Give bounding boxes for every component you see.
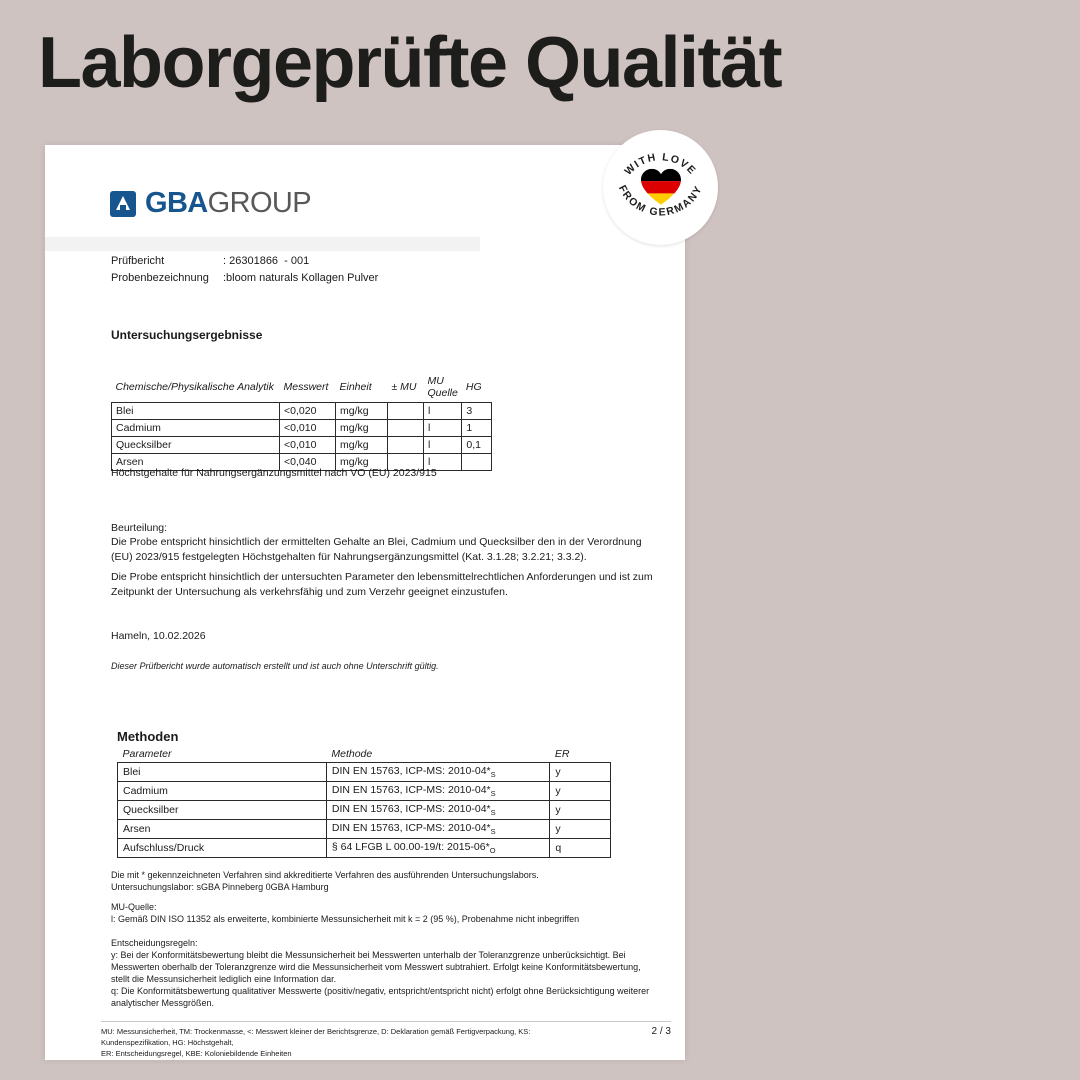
accreditation-line-2: Untersuchungslabor: sGBA Pinneberg 0GBA Hamburg <box>111 882 329 892</box>
cell-mu <box>388 437 424 454</box>
logo-suffix: GROUP <box>207 187 311 219</box>
gba-group-logo <box>110 187 311 220</box>
col-er: ER <box>550 745 611 763</box>
table-row <box>112 437 492 454</box>
table-row <box>118 839 611 858</box>
footer-legend-line-1: MU: Messunsicherheit, TM: Trockenmasse, <: Messwert kleiner der Berichtsgrenze, D: Deklaration gemäß Fertigverpackung, KS: Kundenspezifikation, HG: Höchstgehalt, <box>101 1027 531 1047</box>
col-analyte: Chemische/Physikalische Analytik <box>112 373 280 403</box>
cell-quelle: l <box>424 454 462 471</box>
mu-source-note <box>111 901 656 925</box>
accreditation-line-1: Die mit * gekennzeichneten Verfahren sind akkreditierte Verfahren des ausführenden Untersuchungslabors. <box>111 870 539 880</box>
method-text: DIN EN 15763, ICP-MS: 2010-04* <box>331 822 491 835</box>
cell-hg: 3 <box>462 403 492 420</box>
methods-heading: Methoden <box>117 729 179 744</box>
table-row <box>112 403 492 420</box>
cell-einheit: mg/kg <box>336 437 388 454</box>
table-row <box>112 420 492 437</box>
svg-text:WITH LOVE: WITH LOVE <box>622 151 699 178</box>
cell-einheit: mg/kg <box>336 403 388 420</box>
method-lab-marker: O <box>489 846 496 856</box>
cell-analyte: Quecksilber <box>112 437 280 454</box>
method-lab-marker: S <box>490 789 496 799</box>
col-einheit: Einheit <box>336 373 388 403</box>
accreditation-note <box>111 869 656 893</box>
mu-text: l: Gemäß DIN ISO 11352 als erweiterte, kombinierte Messunsicherheit mit k = 2 (95 %), Probenahme nicht inbegriffen <box>111 914 580 924</box>
with-love-from-germany-badge <box>603 130 718 245</box>
table-row <box>118 820 611 839</box>
cell-parameter: Blei <box>118 763 327 782</box>
col-mu: ± MU <box>388 373 424 403</box>
header-grey-band <box>45 237 685 251</box>
method-text: § 64 LFGB L 00.00-19/t: 2015-06* <box>331 841 490 854</box>
meta-row <box>111 253 378 270</box>
cell-er: y <box>550 820 611 839</box>
cell-quelle: l <box>424 437 462 454</box>
results-heading: Untersuchungsergebnisse <box>111 328 263 342</box>
cell-mu <box>388 420 424 437</box>
cell-einheit: mg/kg <box>336 420 388 437</box>
col-messwert: Messwert <box>280 373 336 403</box>
cell-messwert: <0,010 <box>280 420 336 437</box>
cell-einheit: mg/kg <box>336 454 388 471</box>
cell-methode <box>326 763 550 782</box>
results-table <box>111 373 492 471</box>
page-footer <box>101 1021 671 1059</box>
meta-value-sample: :bloom naturals Kollagen Pulver <box>223 272 379 284</box>
cell-methode <box>326 782 550 801</box>
german-flag-heart-icon <box>641 168 681 205</box>
logo-text <box>145 187 311 220</box>
cell-mu <box>388 403 424 420</box>
cell-er: q <box>550 839 611 858</box>
meta-row <box>111 270 378 287</box>
page-number: 2 / 3 <box>651 1026 671 1037</box>
rules-q: q: Die Konformitätsbewertung qualitativer Messwerte (positiv/negativ, entspricht/entspricht nicht) erfolgt ohne Berücksichtigung weiterer analytischer Messgrößen. <box>111 986 650 1008</box>
meta-label-report: Prüfbericht <box>111 255 165 267</box>
method-lab-marker: S <box>490 770 496 780</box>
logo-brand: GBA <box>145 187 208 219</box>
mu-label: MU-Quelle: <box>111 902 157 912</box>
col-methode: Methode <box>326 745 550 763</box>
cell-analyte: Arsen <box>112 454 280 471</box>
meta-label-sample: Probenbezeichnung <box>111 272 209 284</box>
rules-label: Entscheidungsregeln: <box>111 938 198 948</box>
cell-methode <box>326 839 550 858</box>
cell-parameter: Quecksilber <box>118 801 327 820</box>
cell-messwert: <0,010 <box>280 437 336 454</box>
col-parameter: Parameter <box>118 745 327 763</box>
cell-parameter: Arsen <box>118 820 327 839</box>
assessment-label: Beurteilung: <box>111 522 168 534</box>
cell-analyte: Blei <box>112 403 280 420</box>
method-lab-marker: S <box>490 808 496 818</box>
cell-methode <box>326 801 550 820</box>
lab-report-document <box>45 145 685 1060</box>
place-and-date: Hameln, 10.02.2026 <box>111 630 206 642</box>
cell-analyte: Cadmium <box>112 420 280 437</box>
cell-quelle: l <box>424 403 462 420</box>
results-note: Höchstgehalte für Nahrungsergänzungsmittel nach VO (EU) 2023/915 <box>111 467 437 479</box>
report-meta <box>111 253 378 287</box>
cell-er: y <box>550 782 611 801</box>
rules-y: y: Bei der Konformitätsbewertung bleibt die Messunsicherheit bei Messwerten unterhalb der Toleranzgrenze unberücksichtigt. Bei Messwerten oberhalb der Toleranzgrenze wird die Messunsicherheit vom Messwert subtrahiert. Erfolgt keine Konformitätsbewertung, stellt die Messunsicherheit lediglich eine Information dar. <box>111 950 641 984</box>
method-lab-marker: S <box>490 827 496 837</box>
auto-generated-note: Dieser Prüfbericht wurde automatisch erstellt und ist auch ohne Unterschrift gültig. <box>111 661 439 671</box>
page-title: Laborgeprüfte Qualität <box>38 23 782 103</box>
svg-text:FROM GERMANY: FROM GERMANY <box>615 183 706 219</box>
assessment-paragraph-1: Die Probe entspricht hinsichtlich der ermittelten Gehalte an Blei, Cadmium und Quecksilber den in der Verordnung (EU) 2023/915 festgelegten Höchstgehalten für Nahrungsergänzungsmittel (Kat. 3.1.28; 3.2.21; 3.3.2). <box>111 536 642 563</box>
cell-hg: 0,1 <box>462 437 492 454</box>
cell-er: y <box>550 801 611 820</box>
col-hg: HG <box>462 373 492 403</box>
cell-messwert: <0,020 <box>280 403 336 420</box>
cell-parameter: Cadmium <box>118 782 327 801</box>
method-text: DIN EN 15763, ICP-MS: 2010-04* <box>331 765 491 777</box>
method-text: DIN EN 15763, ICP-MS: 2010-04* <box>331 784 491 797</box>
table-row <box>118 782 611 801</box>
table-header-row <box>118 745 611 763</box>
gba-triangle-icon <box>110 191 136 217</box>
cell-er: y <box>550 763 611 782</box>
meta-value-report: : 26301866 - 001 <box>223 255 310 267</box>
decision-rules-note <box>111 937 656 1009</box>
table-row <box>118 763 611 782</box>
cell-hg <box>462 454 492 471</box>
methods-table <box>117 745 611 858</box>
cell-messwert: <0,040 <box>280 454 336 471</box>
cell-methode <box>326 820 550 839</box>
footer-legend <box>101 1026 561 1059</box>
table-header-row <box>112 373 492 403</box>
method-text: DIN EN 15763, ICP-MS: 2010-04* <box>331 803 491 816</box>
cell-hg: 1 <box>462 420 492 437</box>
cell-parameter: Aufschluss/Druck <box>118 839 327 858</box>
cell-quelle: l <box>424 420 462 437</box>
assessment-paragraph-2: Die Probe entspricht hinsichtlich der untersuchten Parameter den lebensmittelrechtlichen Anforderungen und ist zum Zeitpunkt der Untersuchung als verkehrsfähig und zum Verzehr geeignet einzustufen. <box>111 571 653 598</box>
col-mu-quelle: MU Quelle <box>424 373 462 403</box>
table-row <box>118 801 611 820</box>
footer-legend-line-2: ER: Entscheidungsregel, KBE: Koloniebildende Einheiten <box>101 1049 292 1058</box>
